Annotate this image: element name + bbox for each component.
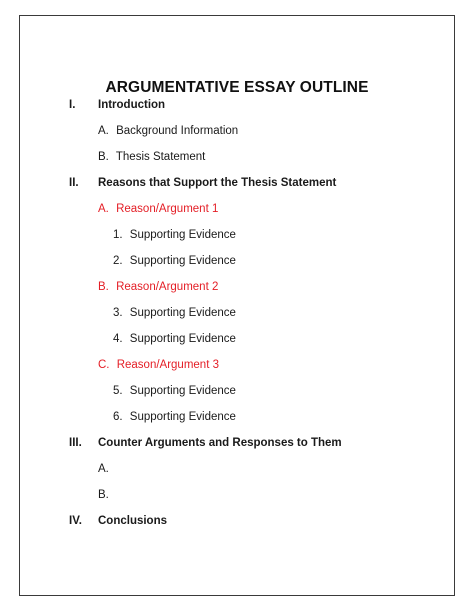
section-numeral-3: III. [69, 437, 82, 449]
document-page [19, 15, 455, 596]
reason-marker: A. [98, 203, 109, 215]
reason-item [98, 358, 219, 372]
evidence-marker: 6. [113, 411, 123, 423]
evidence-item [113, 410, 236, 424]
evidence-marker: 4. [113, 333, 123, 345]
evidence-marker: 1. [113, 229, 123, 241]
evidence-text: Supporting Evidence [129, 229, 236, 241]
evidence-item [113, 332, 236, 346]
evidence-text: Supporting Evidence [129, 307, 236, 319]
section-heading-counter-arguments: Counter Arguments and Responses to Them [98, 437, 342, 449]
reason-text: Reason/Argument 1 [116, 203, 219, 215]
reason-text: Reason/Argument 2 [116, 281, 219, 293]
reason-marker: B. [98, 281, 109, 293]
evidence-marker: 2. [113, 255, 123, 267]
outline-item [98, 124, 238, 138]
evidence-text: Supporting Evidence [129, 411, 236, 423]
evidence-text: Supporting Evidence [129, 385, 236, 397]
page-title: ARGUMENTATIVE ESSAY OUTLINE [105, 79, 369, 96]
evidence-item [113, 306, 236, 320]
evidence-marker: 3. [113, 307, 123, 319]
item-marker: A. [98, 125, 109, 137]
outline-item [98, 488, 109, 502]
item-marker: A. [98, 463, 109, 475]
reason-text: Reason/Argument 3 [116, 359, 219, 371]
evidence-item [113, 228, 236, 242]
section-numeral-4: IV. [69, 515, 83, 527]
reason-marker: C. [98, 359, 110, 371]
item-text: Thesis Statement [115, 151, 206, 163]
item-marker: B. [98, 151, 109, 163]
section-heading-reasons: Reasons that Support the Thesis Statement [98, 177, 337, 189]
section-heading-conclusions: Conclusions [98, 515, 168, 527]
section-heading-introduction: Introduction [98, 99, 166, 111]
reason-item [98, 202, 218, 216]
item-marker: B. [98, 489, 109, 501]
section-numeral-2: II. [69, 177, 79, 189]
evidence-text: Supporting Evidence [129, 255, 236, 267]
evidence-marker: 5. [113, 385, 123, 397]
outline-item [98, 150, 205, 164]
evidence-text: Supporting Evidence [129, 333, 236, 345]
evidence-item [113, 254, 236, 268]
section-numeral-1: I. [69, 99, 76, 111]
evidence-item [113, 384, 236, 398]
outline-item [98, 462, 109, 476]
item-text: Background Information [116, 125, 239, 137]
reason-item [98, 280, 218, 294]
